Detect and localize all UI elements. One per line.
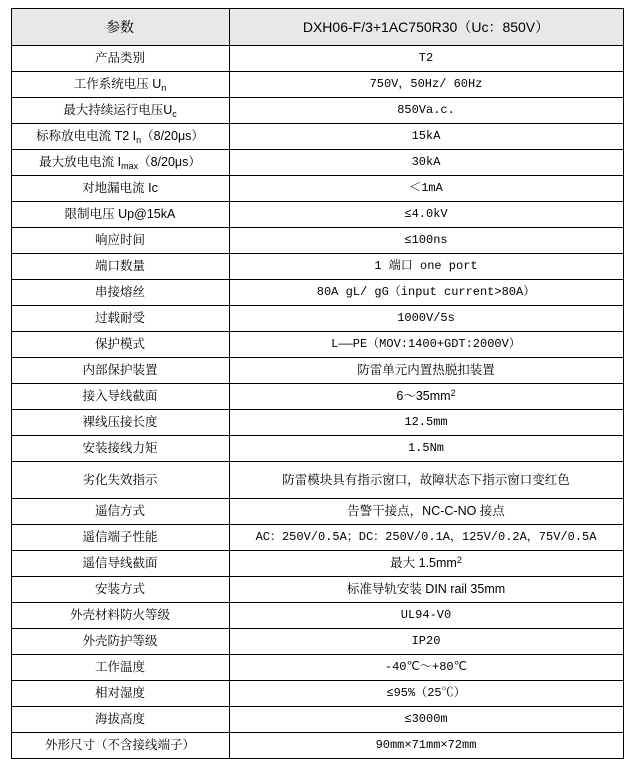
cell-parameter: 外壳材料防火等级 bbox=[11, 603, 229, 629]
cell-value: 750V，50Hz/ 60Hz bbox=[229, 72, 623, 98]
table-row bbox=[11, 551, 623, 577]
cell-parameter: 对地漏电流 Ic bbox=[11, 176, 229, 202]
cell-value: $6\sim 35mm^2$ bbox=[229, 384, 623, 410]
table-row bbox=[11, 499, 623, 525]
cell-value: T2 bbox=[229, 46, 623, 72]
cell-parameter: 保护模式 bbox=[11, 332, 229, 358]
table-row bbox=[11, 124, 623, 150]
cell-value: -40℃～+80℃ bbox=[229, 655, 623, 681]
cell-value: AC：250V/0.5A；DC：250V/0.1A，125V/0.2A，75V/0.5A bbox=[229, 525, 623, 551]
cell-parameter: 外壳防护等级 bbox=[11, 629, 229, 655]
table-row bbox=[11, 603, 623, 629]
cell-value: 防雷模块具有指示窗口，故障状态下指示窗口变红色 bbox=[229, 462, 623, 499]
specification-table bbox=[11, 8, 624, 759]
cell-value: ≤4.0kV bbox=[229, 202, 623, 228]
table-body bbox=[11, 46, 623, 759]
table-row bbox=[11, 681, 623, 707]
cell-parameter: 接入导线截面 bbox=[11, 384, 229, 410]
cell-value: ≤95%（25℃） bbox=[229, 681, 623, 707]
table-row bbox=[11, 332, 623, 358]
table-row bbox=[11, 655, 623, 681]
cell-value: 1 端口 one port bbox=[229, 254, 623, 280]
cell-value: 防雷单元内置热脱扣装置 bbox=[229, 358, 623, 384]
cell-value: 30kA bbox=[229, 150, 623, 176]
table-row bbox=[11, 150, 623, 176]
cell-parameter: 海拔高度 bbox=[11, 707, 229, 733]
cell-value: 12.5mm bbox=[229, 410, 623, 436]
table-row bbox=[11, 72, 623, 98]
table-row bbox=[11, 525, 623, 551]
table-row bbox=[11, 228, 623, 254]
cell-parameter: 遥信端子性能 bbox=[11, 525, 229, 551]
cell-value: 80A gL/ gG（input current>80A） bbox=[229, 280, 623, 306]
cell-value: 850Va.c. bbox=[229, 98, 623, 124]
cell-parameter: 相对湿度 bbox=[11, 681, 229, 707]
cell-value: 标准导轨安装 DIN rail 35mm bbox=[229, 577, 623, 603]
cell-parameter: 最大持续运行电压$U_c$ bbox=[11, 98, 229, 124]
cell-value: ≤100ns bbox=[229, 228, 623, 254]
cell-value: 最大 $1.5mm^2$ bbox=[229, 551, 623, 577]
cell-parameter: 内部保护装置 bbox=[11, 358, 229, 384]
cell-parameter: 安装方式 bbox=[11, 577, 229, 603]
cell-parameter: 劣化失效指示 bbox=[11, 462, 229, 499]
cell-parameter: 遥信方式 bbox=[11, 499, 229, 525]
table-row bbox=[11, 358, 623, 384]
table-row bbox=[11, 577, 623, 603]
cell-value: 1.5Nm bbox=[229, 436, 623, 462]
table-row bbox=[11, 306, 623, 332]
cell-parameter: 端口数量 bbox=[11, 254, 229, 280]
cell-value: 90mm×71mm×72mm bbox=[229, 733, 623, 759]
table-header-row bbox=[11, 9, 623, 46]
header-cell-parameter: 参数 bbox=[11, 9, 229, 46]
cell-parameter: 工作系统电压 $U_n$ bbox=[11, 72, 229, 98]
cell-value: 15kA bbox=[229, 124, 623, 150]
cell-parameter: 产品类别 bbox=[11, 46, 229, 72]
cell-parameter: 工作温度 bbox=[11, 655, 229, 681]
table-row bbox=[11, 280, 623, 306]
cell-parameter: 安装接线力矩 bbox=[11, 436, 229, 462]
cell-parameter: 串接熔丝 bbox=[11, 280, 229, 306]
table-row bbox=[11, 410, 623, 436]
cell-parameter: 外形尺寸（不含接线端子） bbox=[11, 733, 229, 759]
table-row bbox=[11, 629, 623, 655]
cell-parameter: 响应时间 bbox=[11, 228, 229, 254]
table-row bbox=[11, 98, 623, 124]
cell-value: 1000V/5s bbox=[229, 306, 623, 332]
cell-parameter: 最大放电电流 $I_{max}(8/20\mu s)$ bbox=[11, 150, 229, 176]
cell-value: IP20 bbox=[229, 629, 623, 655]
cell-parameter: 标称放电电流 T2 $I_n(8/20\mu s)$ bbox=[11, 124, 229, 150]
cell-value: ≤3000m bbox=[229, 707, 623, 733]
table-row bbox=[11, 46, 623, 72]
table-row bbox=[11, 176, 623, 202]
table-row bbox=[11, 436, 623, 462]
table-row bbox=[11, 707, 623, 733]
table-row bbox=[11, 462, 623, 499]
table-row bbox=[11, 384, 623, 410]
cell-value: UL94-V0 bbox=[229, 603, 623, 629]
table-row bbox=[11, 733, 623, 759]
cell-value: L——PE（MOV:1400+GDT:2000V） bbox=[229, 332, 623, 358]
cell-value: ＜1mA bbox=[229, 176, 623, 202]
table-row bbox=[11, 202, 623, 228]
cell-value: 告警干接点，NC-C-NO 接点 bbox=[229, 499, 623, 525]
table-row bbox=[11, 254, 623, 280]
cell-parameter: 过载耐受 bbox=[11, 306, 229, 332]
cell-parameter: 遥信导线截面 bbox=[11, 551, 229, 577]
cell-parameter: 裸线压接长度 bbox=[11, 410, 229, 436]
header-cell-model: DXH06-F/3+1AC750R30（Uc：850V） bbox=[229, 9, 623, 46]
cell-parameter: 限制电压 Up@15kA bbox=[11, 202, 229, 228]
